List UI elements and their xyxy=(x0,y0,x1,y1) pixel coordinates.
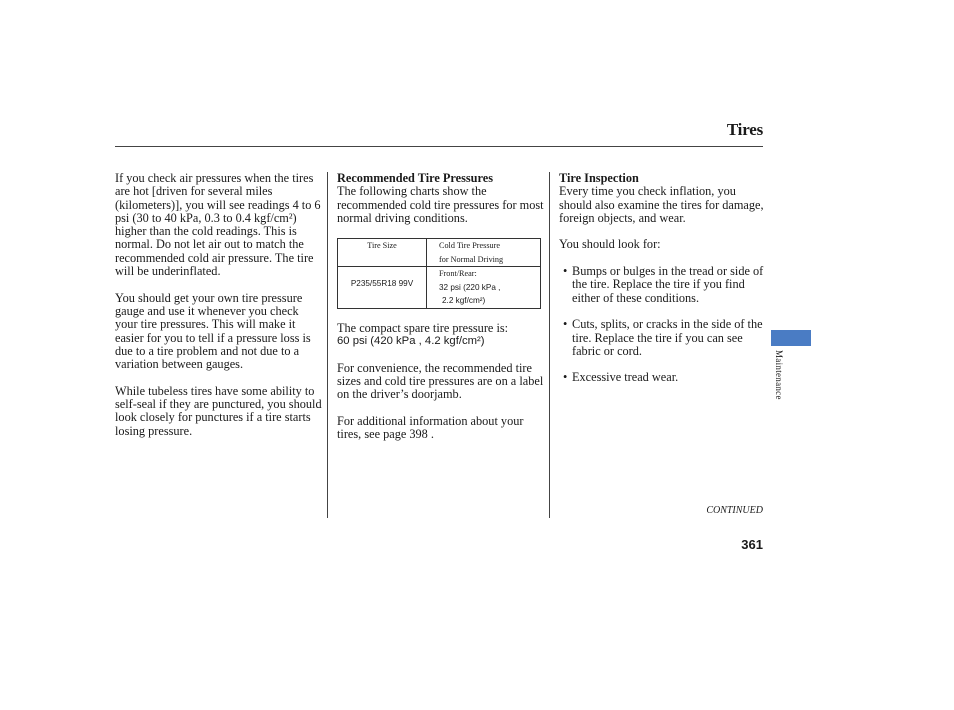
additional-info-paragraph: For additional information about your tires, see page 398 . xyxy=(337,414,524,442)
list-item xyxy=(559,318,765,358)
pressure-value-psi: 32 psi (220 kPa , xyxy=(439,282,501,292)
pressure-header-line2: for Normal Driving xyxy=(439,254,504,264)
bullet-text: Excessive tread wear. xyxy=(572,370,679,385)
list-item xyxy=(559,265,765,305)
tire-inspection-heading: Tire Inspection xyxy=(559,171,639,185)
hot-tire-paragraph: If you check air pressures when the tires are hot [driven for several miles (kilometers)], you will see readings 4 to 6 psi (30 to 40 kPa, 0.3 to 0.4 kgf/cm²) higher than the cold readings. This is normal. Do not let air out to match the recommended cold air pressure. The tire will be underinflated. xyxy=(115,171,321,279)
spare-pressure-text: The compact spare tire pressure is: xyxy=(337,320,509,335)
bullet-icon: • xyxy=(563,317,568,332)
tire-size-label: Tire Size xyxy=(367,241,397,251)
table-row xyxy=(338,239,541,267)
bullet-icon: • xyxy=(563,264,568,279)
pressure-value-kgf: 2.2 kgf/cm²) xyxy=(442,296,486,306)
right-column xyxy=(559,172,765,398)
page-title: Tires xyxy=(726,120,763,139)
middle-column xyxy=(337,172,544,455)
bullet-text: Bumps or bulges in the tread or side of the tire. Replace the tire if you find either of these conditions. xyxy=(572,264,764,305)
tubeless-paragraph: While tubeless tires have some ability to self-seal if they are punctured, you should look closely for punctures if a tire starts losing pressure. xyxy=(115,383,322,438)
bullet-text: Cuts, splits, or cracks in the side of the tire. Replace the tire if you can see fabric or cord. xyxy=(572,317,763,358)
inspection-list xyxy=(559,265,765,385)
left-column xyxy=(115,172,323,451)
look-for-text: You should look for: xyxy=(559,237,661,252)
page-number: 361 xyxy=(741,537,763,552)
gauge-paragraph: You should get your own tire pressure gauge and use it whenever you check your tire pressures. This will make it easier for you to tell if a pressure loss is due to a tire problem and not due to a variation between gauges. xyxy=(115,290,311,372)
continued-label: CONTINUED xyxy=(706,505,763,516)
header-rule xyxy=(115,146,763,147)
convenience-paragraph: For convenience, the recommended tire sizes and cold tire pressures are on a label on the driver’s doorjamb. xyxy=(337,360,544,402)
column-divider-right xyxy=(549,172,550,518)
tire-size-value: P235/55R18 99V xyxy=(350,279,414,289)
bullet-icon: • xyxy=(563,370,568,385)
column-divider-left xyxy=(327,172,328,518)
section-tab xyxy=(771,330,811,346)
spare-pressure-value: 60 psi (420 kPa , 4.2 kgf/cm²) xyxy=(337,335,485,348)
table-header-pressure xyxy=(427,239,541,267)
tire-pressure-table xyxy=(337,238,541,309)
front-rear-label: Front/Rear: xyxy=(439,269,477,279)
inspection-intro: Every time you check inflation, you should also examine the tires for damage, foreign objects, and wear. xyxy=(559,184,764,225)
table-row xyxy=(338,267,541,309)
recommended-pressures-heading: Recommended Tire Pressures xyxy=(337,171,493,185)
section-label: Maintenance xyxy=(774,350,784,400)
tire-size-cell xyxy=(338,267,427,309)
list-item xyxy=(559,371,765,384)
pressure-header-line1: Cold Tire Pressure xyxy=(439,241,500,251)
table-header-tire-size xyxy=(338,239,427,267)
charts-intro: The following charts show the recommended cold tire pressures for most normal driving conditions. xyxy=(337,184,544,225)
pressure-cell xyxy=(427,267,541,309)
